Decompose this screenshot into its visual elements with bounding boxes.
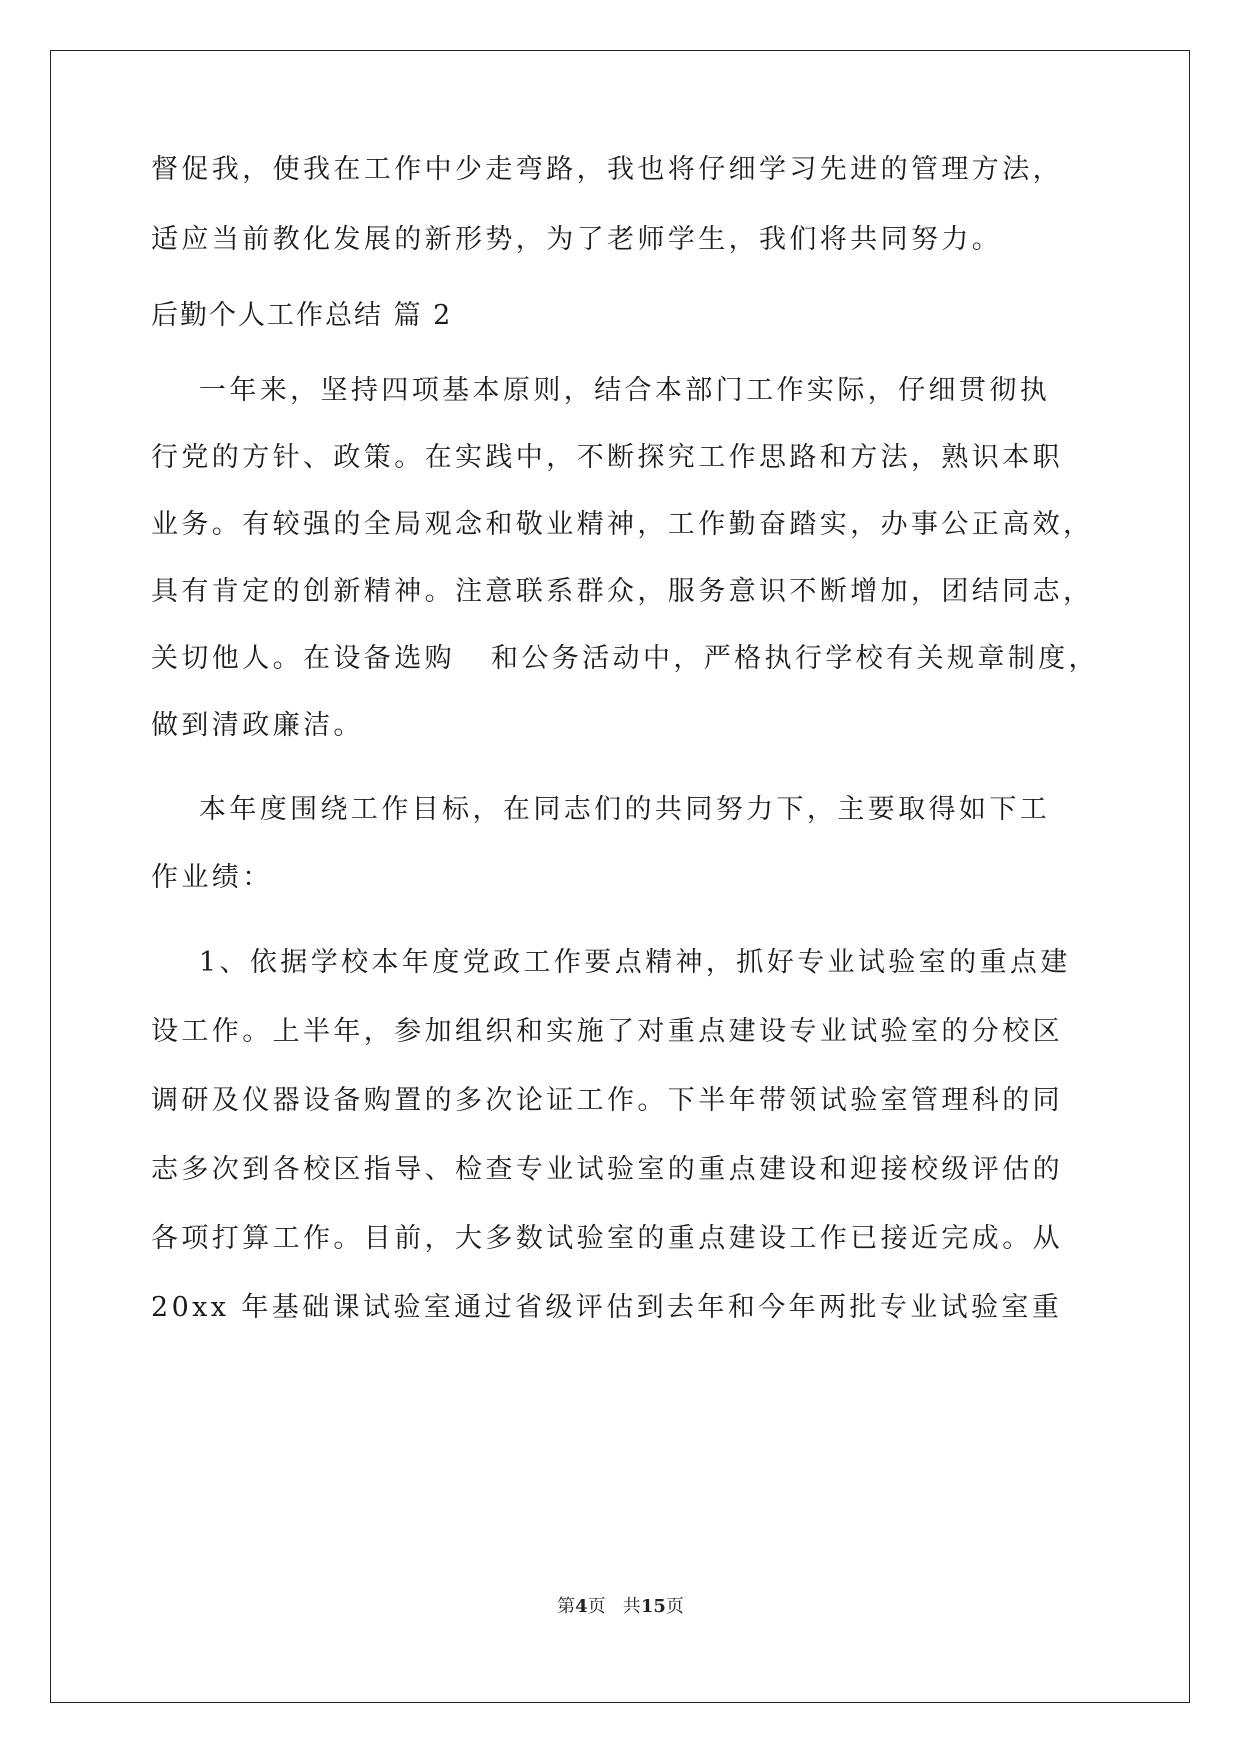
text-line: 具有肯定的创新精神。注意联系群众，服务意识不断增加，团结同志， bbox=[151, 576, 1094, 607]
text-line: 适应当前教化发展的新形势，为了老师学生，我们将共同努力。 bbox=[151, 224, 1003, 255]
section-heading: 后勤个人工作总结 篇 2 bbox=[151, 300, 453, 331]
text-line: 本年度围绕工作目标，在同志们的共同努力下，主要取得如下工 bbox=[151, 794, 1051, 825]
text-line: 调研及仪器设备购置的多次论证工作。下半年带领试验室管理科的同 bbox=[151, 1085, 1063, 1116]
page-footer bbox=[0, 1592, 1241, 1618]
text-line: 20xx 年基础课试验室通过省级评估到去年和今年两批专业试验室重 bbox=[151, 1292, 1063, 1323]
text-line: 行党的方针、政策。在实践中，不断探究工作思路和方法，熟识本职 bbox=[151, 442, 1063, 473]
total-page-count: 15 bbox=[640, 1596, 666, 1617]
text-line: 各项打算工作。目前，大多数试验室的重点建设工作已接近完成。从 bbox=[151, 1223, 1063, 1254]
text-line: 志多次到各校区指导、检查专业试验室的重点建设和迎接校级评估的 bbox=[151, 1154, 1063, 1185]
text-line: 一年来，坚持四项基本原则，结合本部门工作实际，仔细贯彻执 bbox=[151, 375, 1051, 406]
text-line: 1、依据学校本年度党政工作要点精神，抓好专业试验室的重点建 bbox=[151, 947, 1071, 978]
text-line: 关切他人。在设备选购 和公务活动中，严格执行学校有关规章制度， bbox=[151, 643, 1099, 674]
current-page-number: 4 bbox=[575, 1596, 588, 1617]
footer-prefix: 第 bbox=[557, 1596, 576, 1617]
text-line: 作业绩： bbox=[151, 862, 273, 893]
footer-suffix: 页 bbox=[665, 1596, 684, 1617]
text-line: 业务。有较强的全局观念和敬业精神，工作勤奋踏实，办事公正高效， bbox=[151, 509, 1094, 540]
text-line: 督促我，使我在工作中少走弯路，我也将仔细学习先进的管理方法， bbox=[151, 154, 1063, 185]
text-line: 设工作。上半年，参加组织和实施了对重点建设专业试验室的分校区 bbox=[151, 1016, 1063, 1047]
text-line: 做到清政廉洁。 bbox=[151, 710, 364, 741]
footer-mid: 页 共 bbox=[587, 1596, 641, 1617]
